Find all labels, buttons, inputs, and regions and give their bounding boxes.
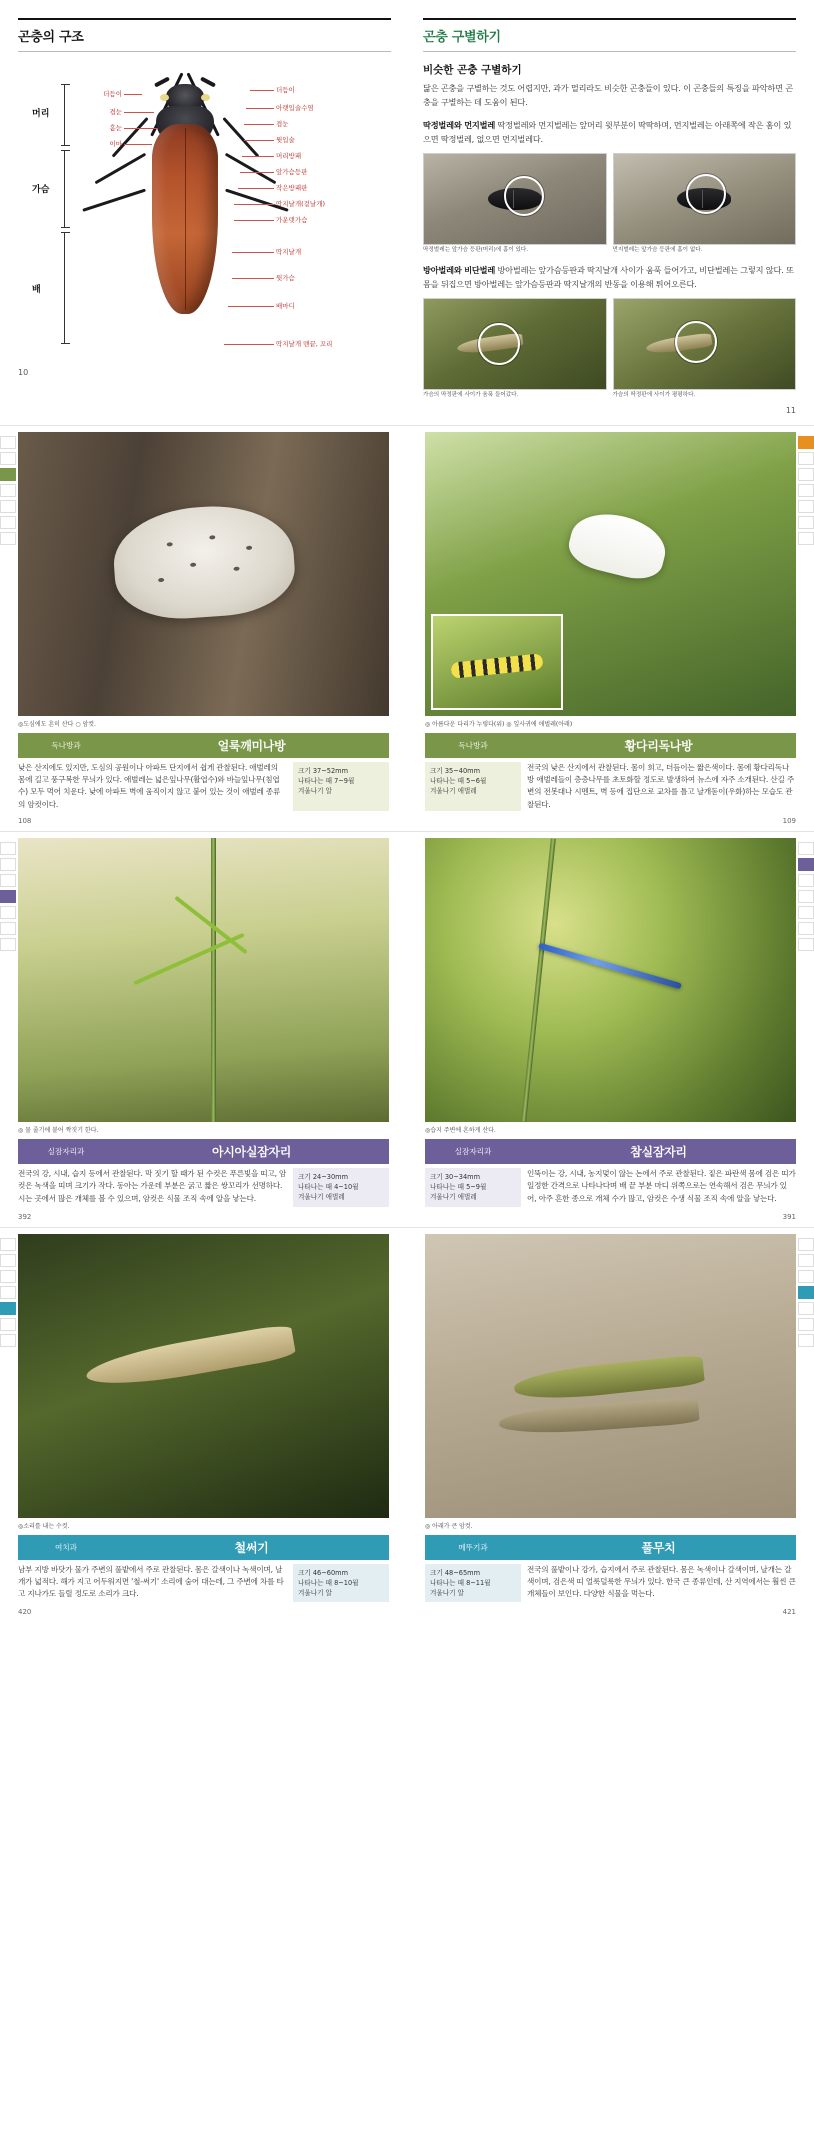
species-facts (293, 1168, 389, 1207)
leader-line (238, 188, 274, 189)
species-desc-row (18, 1168, 389, 1207)
index-tab[interactable] (798, 468, 814, 481)
blue-damselfly-subject (538, 943, 682, 990)
fact-season: 나타나는 때 8~10월 (298, 1578, 359, 1587)
photo-click-beetle (423, 298, 607, 390)
index-tab[interactable] (798, 842, 814, 855)
index-tab[interactable] (0, 1334, 16, 1347)
species-facts (293, 1564, 389, 1603)
brace-thorax (64, 150, 65, 228)
identify-right-page (407, 0, 814, 425)
index-tab[interactable] (0, 938, 16, 951)
callout-right-9: 딱지날개 (276, 248, 302, 256)
page-number: 10 (18, 368, 29, 377)
species-name: 황다리독나방 (521, 733, 796, 758)
fact-size: 크기 37~52mm (298, 766, 349, 775)
fact-season: 나타나는 때 5~9월 (430, 1183, 487, 1192)
zoom-circle (686, 174, 726, 214)
index-tab[interactable] (0, 1318, 16, 1331)
brace-label-thorax: 가슴 (32, 185, 50, 195)
zoom-circle (675, 321, 717, 363)
title-underline (18, 51, 391, 52)
callout-right-6: 작은방패판 (276, 184, 308, 192)
leader-line (242, 156, 274, 157)
brace-abdomen (64, 232, 65, 344)
photo-credit: ◎ 아름다운 다리가 누렇다(위) ◎ 잎사귀에 애벌레(아래) (425, 720, 573, 728)
callout-right-5: 앞가슴등판 (276, 168, 308, 176)
callout-right-2: 겹눈 (276, 120, 289, 128)
callout-right-4: 머리방패 (276, 152, 302, 160)
index-tab[interactable] (0, 1254, 16, 1267)
species-facts (293, 762, 389, 811)
species-name-row (425, 1535, 796, 1560)
index-tab[interactable] (0, 532, 16, 545)
species-facts (425, 1168, 521, 1207)
index-tab[interactable] (0, 1238, 16, 1251)
fact-overwinter: 겨울나기 애벌레 (298, 1193, 345, 1202)
index-tab[interactable] (0, 842, 16, 855)
index-tab-active[interactable] (0, 1302, 16, 1315)
fact-overwinter: 겨울나기 애벌레 (430, 1193, 477, 1202)
leader-line (124, 112, 154, 113)
callout-left-2: 홑눈 (109, 124, 122, 132)
species-photo (18, 1234, 389, 1518)
section-1-text: 딱정벌레와 먼지벌레 딱정벌레와 먼지벌레는 앞머리 윗부분이 딱딱하며, 먼지벌레는 아래쪽에 작은 홈이 있으면 딱정벌레, 없으면 먼지벌레다. (423, 120, 792, 144)
photo-cell (613, 298, 797, 399)
fact-overwinter: 겨울나기 애벌레 (430, 787, 477, 796)
fact-size: 크기 35~40mm (430, 766, 481, 775)
fact-overwinter: 겨울나기 알 (430, 1589, 464, 1597)
index-tab[interactable] (798, 890, 814, 903)
leader-line (224, 344, 274, 345)
species-page-left (0, 426, 407, 831)
page-number: 11 (785, 405, 796, 415)
photo-caption: 가슴의 딱정판에 사이가 평평하다. (612, 392, 696, 399)
leader-line (124, 94, 142, 95)
index-tab[interactable] (798, 922, 814, 935)
callout-right-0: 더듬이 (276, 86, 295, 94)
section-intro: 닮은 곤충을 구별하는 것도 어렵지만, 과가 멀리라도 비슷한 곤충들이 있다. 이 곤충들의 특징을 파악하면 곤충을 구별하는 데 도움이 된다. (423, 83, 793, 107)
photo-caption: 가슴의 딱정판에 사이가 움푹 들어갔다. (423, 392, 519, 399)
header-rule (18, 18, 391, 20)
index-tab-active[interactable] (798, 1286, 814, 1299)
zoom-circle (478, 323, 520, 365)
leader-line (232, 278, 274, 279)
callout-right-8: 가운뎃가슴 (276, 216, 308, 224)
index-tab[interactable] (0, 1286, 16, 1299)
header-rule (423, 18, 796, 20)
index-tab[interactable] (0, 1270, 16, 1283)
family-chip: 메뚜기과 (425, 1535, 521, 1560)
comparison-photos-2 (423, 298, 796, 399)
comparison-photos-1 (423, 153, 796, 254)
photo-caption: 먼지벌레는 앞가슴 등판에 홈이 없다. (612, 247, 703, 254)
moth-subject (110, 501, 297, 623)
species-photo (18, 838, 389, 1122)
index-tab-rail[interactable] (0, 1238, 16, 1347)
species-desc-row (425, 1168, 796, 1207)
species-page-left (0, 832, 407, 1227)
callout-left-3: 이마 (109, 140, 122, 148)
index-tab[interactable] (798, 1318, 814, 1331)
index-tab[interactable] (0, 452, 16, 465)
title-underline (423, 51, 796, 52)
index-tab[interactable] (0, 922, 16, 935)
species-name-row (18, 733, 389, 758)
family-chip: 독나방과 (425, 733, 521, 758)
species-name-row (425, 1139, 796, 1164)
index-tab[interactable] (0, 484, 16, 497)
index-tab-active[interactable] (798, 858, 814, 871)
page-number: 420 (18, 1608, 32, 1617)
species-description: 낮은 산지에도 있지만, 도심의 공원이나 아파트 단지에서 쉽게 관찰된다. 애벌레의 몸에 길고 풍구복한 무늬가 있다. 애벌레는 넓은잎나무(활엽수)와 바늘잎나무(침엽수) 모두 먹어 치운다. 낮에 아파트 벽에 움직이지 않고 붙어 있는 것이 애벌레 종류의 암컷이다. (18, 762, 281, 809)
index-tab[interactable] (798, 1270, 814, 1283)
callout-right-7: 딱지날개(겉날개) (276, 200, 326, 208)
plant-stem (211, 838, 216, 1122)
species-description: 전국의 풀밭이나 강가, 습지에서 주로 관찰된다. 몸은 녹색이나 갈색이며, 날개는 갈색이며, 검은색 띠 얼룩덜룩한 무늬가 있다. 한국 큰 종류인데, 산 지역에서는 훨씬 큰 개체들이 보인다. 다양한 식물을 먹는다. (527, 1564, 796, 1599)
species-photo (425, 1234, 796, 1518)
index-tab[interactable] (798, 906, 814, 919)
photo-ground-beetle-pronotum (613, 153, 797, 245)
index-tab[interactable] (798, 1238, 814, 1251)
species-spread-damselflies (0, 831, 814, 1227)
species-name-row (425, 733, 796, 758)
species-name-row (18, 1535, 389, 1560)
mandible-left-icon (154, 76, 170, 87)
fact-season: 나타나는 때 7~9월 (298, 776, 355, 785)
index-tab[interactable] (0, 906, 16, 919)
species-page-right (407, 832, 814, 1227)
index-tab[interactable] (0, 500, 16, 513)
index-tab-rail[interactable] (0, 436, 16, 545)
index-tab-rail[interactable] (0, 842, 16, 951)
page-title: 곤충 구별하기 (423, 30, 501, 45)
photo-cell (423, 298, 607, 399)
index-tab[interactable] (0, 874, 16, 887)
index-tab-active[interactable] (0, 468, 16, 481)
compound-eye-left (160, 94, 169, 101)
index-tab-rail[interactable] (798, 842, 814, 951)
photo-credit: ◎소리를 내는 수컷. (18, 1522, 70, 1530)
species-spread-orthoptera (0, 1227, 814, 1623)
species-name: 철써기 (114, 1535, 389, 1560)
leader-line (234, 220, 274, 221)
index-tab[interactable] (798, 516, 814, 529)
white-moth-subject (564, 506, 671, 586)
photo-cell (613, 153, 797, 254)
page-title: 곤충의 구조 (18, 30, 84, 45)
index-tab[interactable] (0, 858, 16, 871)
species-description: 전국의 강, 시내, 습지 등에서 관찰된다. 막 짓기 할 때가 된 수컷은 푸른빛을 띠고, 암컷은 녹색을 띠며 크기가 작다. 동아는 가운데 부분은 굵고 짧은 쌍꼬리가 선명하다. 시는 곳에서 많은 개체를 볼 수 있으며, 암컷은 식물 조직 속에 알을 낳는다. (18, 1168, 287, 1203)
section-1-heading: 딱정벌레와 먼지벌레 (423, 120, 496, 131)
grasshopper-subject (513, 1354, 705, 1404)
page-number: 391 (782, 1212, 796, 1221)
leader-line (250, 90, 274, 91)
leg-mid-right (225, 153, 277, 185)
leg-mid-left (95, 153, 147, 185)
leader-line (244, 124, 274, 125)
structure-spread (0, 0, 814, 425)
family-chip: 실잠자리과 (18, 1139, 114, 1164)
index-tab[interactable] (798, 1334, 814, 1347)
index-tab[interactable] (0, 516, 16, 529)
index-tab[interactable] (798, 500, 814, 513)
family-chip: 독나방과 (18, 733, 114, 758)
photo-caption: 딱정벌레는 앞가슴 등판(머리)에 홈이 있다. (423, 247, 529, 254)
fact-season: 나타나는 때 4~10월 (298, 1183, 359, 1192)
photo-credit: ◎습지 주변에 흔하게 산다. (425, 1126, 496, 1134)
index-tab-active[interactable] (0, 890, 16, 903)
leader-line (246, 108, 274, 109)
species-page-right (407, 1228, 814, 1623)
leader-line (124, 128, 158, 129)
species-photo (425, 838, 796, 1122)
photo-credit: ◎도심에도 흔히 산다 ○ 암컷. (18, 720, 96, 728)
photo-credit: ◎ 아래가 큰 암컷. (425, 1522, 473, 1530)
species-page-right (407, 426, 814, 831)
species-facts (425, 1564, 521, 1603)
index-tab[interactable] (798, 874, 814, 887)
species-description: 인뚝이는 강, 시내, 농지멎이 않는 논에서 주로 관찰된다. 짙은 파란색 몸에 검은 띠가 일정한 간격으로 나타나다며 배 끝 부분 마디 위쪽으로는 연속해서 검은 무늬가 있어, 아주 흔한 종으로 개체 수가 많고, 암컷은 수생 식물 조직 속에 알을 낳는다. (527, 1168, 796, 1203)
katydid-subject (83, 1323, 296, 1393)
fact-overwinter: 겨울나기 알 (298, 787, 332, 796)
species-name: 아시아실잠자리 (114, 1139, 389, 1164)
species-page-left (0, 1228, 407, 1623)
leader-line (244, 140, 274, 141)
callout-left-1: 겹눈 (109, 108, 122, 116)
species-name: 참실잠자리 (521, 1139, 796, 1164)
species-desc-row (18, 762, 389, 811)
leader-line (124, 144, 152, 145)
leader-line (228, 306, 274, 307)
photo-inset (431, 614, 563, 710)
leader-line (232, 252, 274, 253)
callout-right-12: 딱지날개 맨끝, 꼬리 (276, 340, 333, 348)
species-facts (425, 762, 521, 811)
species-name: 얼룩깨미나방 (114, 733, 389, 758)
fact-season: 나타나는 때 8~11월 (430, 1578, 491, 1587)
structure-left-page (0, 0, 407, 425)
page-number: 109 (782, 816, 796, 825)
beetle-anatomy-diagram (18, 62, 391, 362)
species-name-row (18, 1139, 389, 1164)
beetle-elytra (152, 124, 218, 314)
fact-size: 크기 30~34mm (430, 1172, 481, 1181)
page-number: 392 (18, 1212, 32, 1221)
index-tab-active[interactable] (798, 436, 814, 449)
section-2-heading: 방아벌레와 비단벌레 (423, 265, 496, 276)
photo-beetle-pronotum (423, 153, 607, 245)
index-tab[interactable] (0, 436, 16, 449)
leg-hind-left (82, 189, 146, 212)
photo-cell (423, 153, 607, 254)
callout-left-0: 더듬이 (103, 90, 122, 98)
brace-head (64, 84, 65, 146)
leader-line (234, 204, 274, 205)
species-desc-row (18, 1564, 389, 1603)
compound-eye-right (201, 94, 210, 101)
index-tab[interactable] (798, 484, 814, 497)
index-tab-rail[interactable] (798, 1238, 814, 1347)
index-tab[interactable] (798, 1254, 814, 1267)
grasshopper-subject-2 (499, 1397, 700, 1437)
species-photo (425, 432, 796, 716)
zoom-circle (504, 176, 544, 216)
brace-label-head: 머리 (32, 109, 50, 119)
index-tab[interactable] (798, 938, 814, 951)
plant-stem (521, 838, 556, 1121)
section-subtitle: 비슷한 곤충 구별하기 (423, 64, 522, 76)
species-description: 전국의 낮은 산지에서 관찰된다. 몸이 희고, 더듬이는 짧은색이다. 몸에 황다리독나방 애벌레들이 층층나무를 초토화할 정도로 발생하여 뉴스에 자주 소개된다. 산길 주변의 전봇대나 시멘트, 벽 등에 집단으로 교차를 틀고 날개돋이(우화)하는 모습도 관찰된다. (527, 762, 794, 809)
species-desc-row (425, 1564, 796, 1603)
fact-overwinter: 겨울나기 알 (298, 1589, 332, 1597)
section-2-text: 방아벌레와 비단벌레 방아벌레는 앞가슴등판과 딱지날개 사이가 움푹 들어가고, 비단벌레는 그렇지 않다. 또 몸을 뒤집으면 방아벌레는 앞가슴등판과 딱지날개의 반동을 이용해 튀어오른다. (423, 265, 794, 289)
species-description: 남부 지방 바닷가 물가 주변의 풀밭에서 주로 관찰된다. 몸은 갈색이나 녹색이며, 날개가 넓적다. 해가 지고 어두워지면 '철-써기' 소리에 숨어 대는데, 그 주변에 차를 타고 지나가도 들릴 정도로 소리가 크다. (18, 1564, 284, 1599)
species-desc-row (425, 762, 796, 811)
fact-season: 나타나는 때 5~6월 (430, 776, 487, 785)
photo-credit: ◎ 물 줄기에 붙어 짝짓기 한다. (18, 1126, 99, 1134)
family-chip: 실잠자리과 (425, 1139, 521, 1164)
photo-jewel-beetle (613, 298, 797, 390)
fact-size: 크기 46~60mm (298, 1568, 349, 1577)
callout-right-1: 아랫입술수염 (276, 104, 314, 112)
fact-size: 크기 24~30mm (298, 1172, 349, 1181)
callout-right-11: 배마디 (276, 302, 295, 310)
fact-size: 크기 48~65mm (430, 1568, 481, 1577)
index-tab[interactable] (798, 452, 814, 465)
species-name: 풀무치 (521, 1535, 796, 1560)
callout-right-3: 윗입술 (276, 136, 295, 144)
index-tab-rail[interactable] (798, 436, 814, 545)
brace-label-abdomen: 배 (32, 285, 41, 295)
index-tab[interactable] (798, 532, 814, 545)
leader-line (240, 172, 274, 173)
family-chip: 여치과 (18, 1535, 114, 1560)
index-tab[interactable] (798, 1302, 814, 1315)
mandible-right-icon (200, 76, 216, 87)
species-spread-moths (0, 425, 814, 831)
species-photo (18, 432, 389, 716)
page-number: 108 (18, 816, 32, 825)
callout-right-10: 뒷가슴 (276, 274, 295, 282)
page-number: 421 (782, 1608, 796, 1617)
